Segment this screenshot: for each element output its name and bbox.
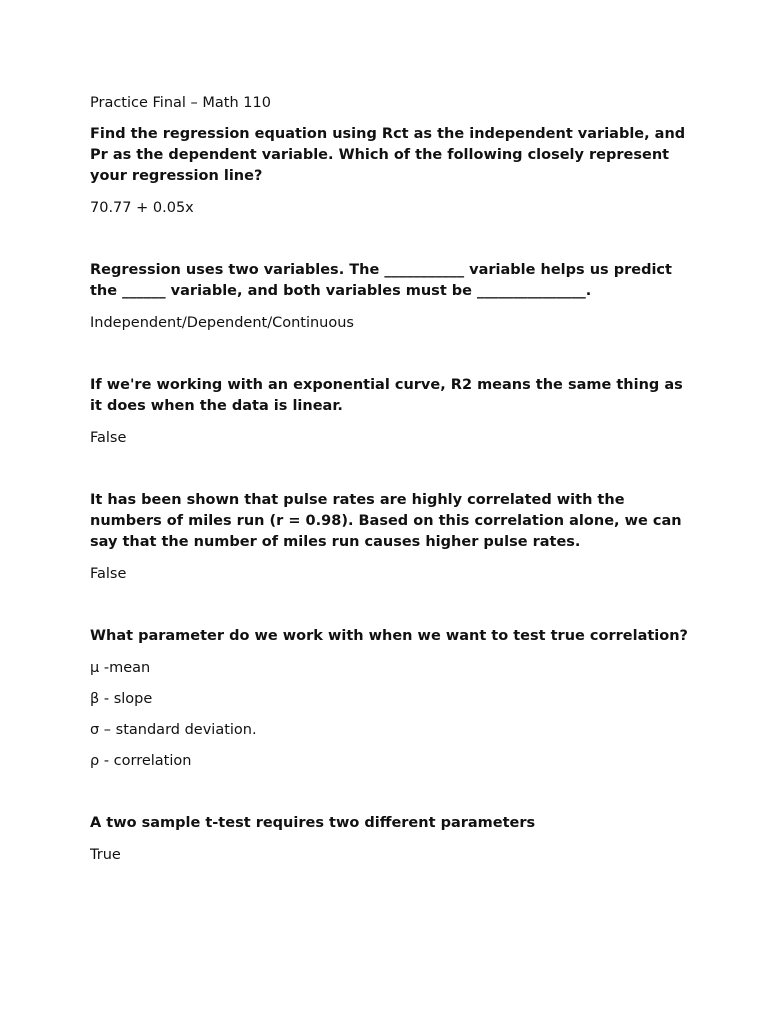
question-6: A two sample t-test requires two different parameters <box>90 815 536 831</box>
spacer <box>90 595 690 626</box>
answer-5-option-correlation: ρ - correlation <box>90 753 192 769</box>
question-2: Regression uses two variables. The ___________ variable helps us predict the ______ variable, and both variables must be _______________. <box>90 262 672 299</box>
answer-4: False <box>90 566 127 582</box>
spacer <box>90 782 690 813</box>
answer-2: Independent/Dependent/Continuous <box>90 315 354 331</box>
answer-5-option-std-dev: σ – standard deviation. <box>90 722 257 738</box>
spacer <box>90 229 690 260</box>
question-1: Find the regression equation using Rct as the independent variable, and Pr as the dependent variable. Which of the following closely represent your regression line? <box>90 126 686 184</box>
answer-1: 70.77 + 0.05x <box>90 200 194 216</box>
document-title: Practice Final – Math 110 <box>90 95 271 111</box>
question-3: If we're working with an exponential curve, R2 means the same thing as it does when the data is linear. <box>90 377 683 414</box>
answer-5-option-slope: β - slope <box>90 691 153 707</box>
document-page <box>90 93 690 876</box>
spacer <box>90 344 690 375</box>
answer-3: False <box>90 430 127 446</box>
answer-6: True <box>90 847 121 863</box>
question-4: It has been shown that pulse rates are highly correlated with the numbers of miles run (r = 0.98). Based on this correlation alone, we can say that the number of miles run causes higher pulse rates. <box>90 492 682 550</box>
answer-5-option-mean: μ -mean <box>90 660 151 676</box>
question-5: What parameter do we work with when we want to test true correlation? <box>90 628 688 644</box>
spacer <box>90 459 690 490</box>
